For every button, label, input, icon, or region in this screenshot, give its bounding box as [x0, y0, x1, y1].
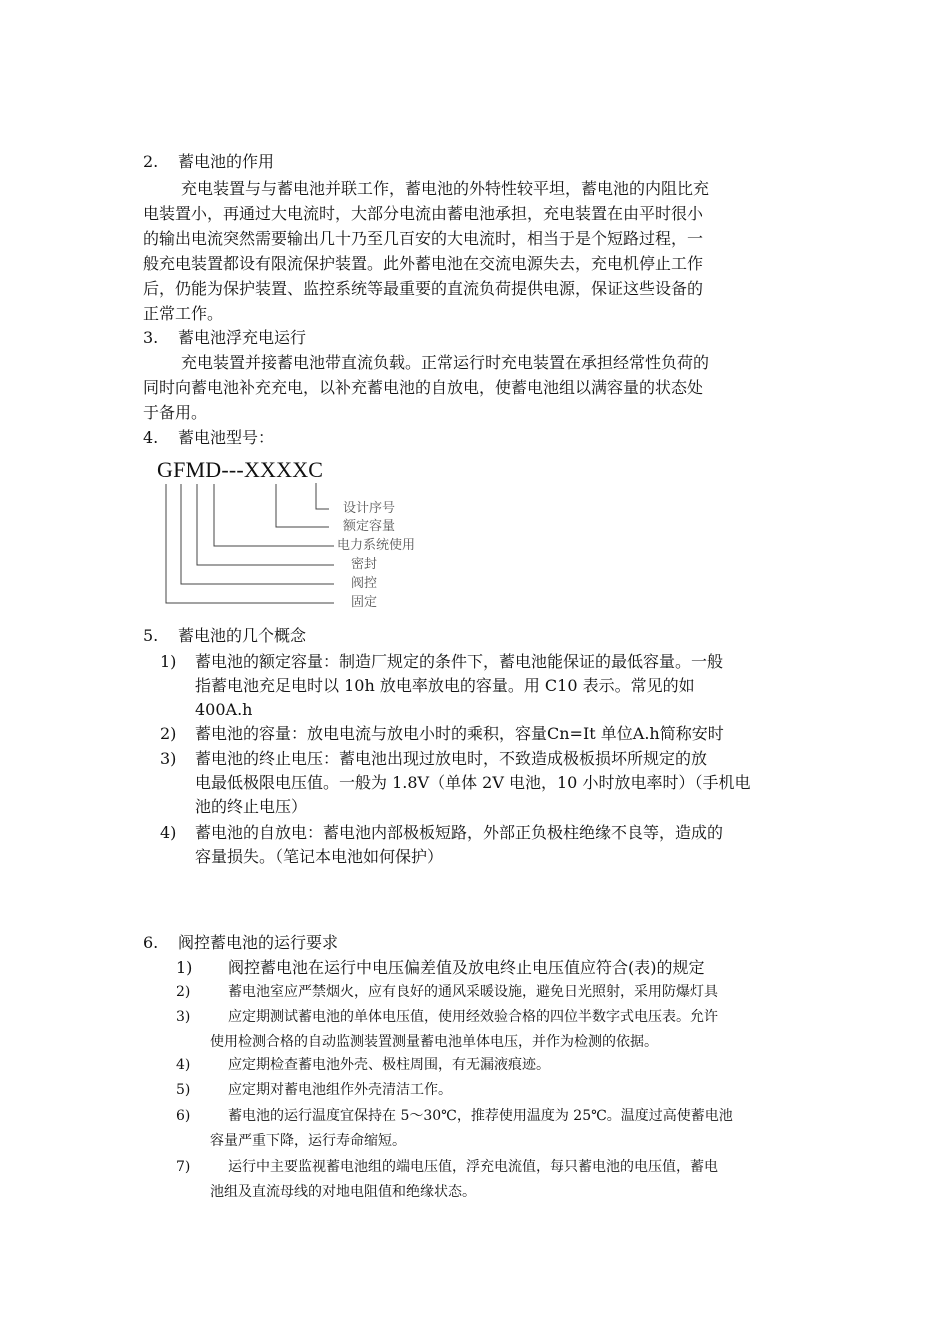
- bracket-line-valve-regulated: [181, 484, 334, 584]
- text-line: 指蓄电池充足电时以 10h 放电率放电的容量。用 C10 表示。常见的如: [195, 676, 695, 695]
- text-line: 蓄电池的终止电压：蓄电池出现过放电时，不致造成极板损坏所规定的放: [195, 749, 708, 768]
- list-number: 3): [160, 749, 177, 768]
- label-fixed: 固定: [351, 595, 378, 610]
- label-sealed: 密封: [351, 557, 378, 572]
- text-line: 容量严重下降，运行寿命缩短。: [210, 1133, 406, 1149]
- label-valve-regulated: 阀控: [351, 576, 378, 591]
- list-number: 4): [160, 823, 177, 842]
- text-line: 电装置小，再通过大电流时，大部分电流由蓄电池承担，充电装置在由平时很小: [143, 204, 704, 223]
- list-item: [176, 955, 808, 980]
- text-line: 使用检测合格的自动监测装置测量蓄电池单体电压，并作为检测的依据。: [210, 1034, 658, 1050]
- list-item: [176, 1053, 808, 1078]
- list-item: [176, 1078, 808, 1103]
- list-number: 1): [160, 652, 177, 671]
- text-line: 蓄电池的容量：放电电流与放电小时的乘积，容量Cn=It 单位A.h简称安时: [195, 724, 724, 743]
- list-item: [176, 1104, 808, 1154]
- list-item: [160, 650, 808, 722]
- list-item: [160, 747, 808, 819]
- text-line: 蓄电池的运行温度宜保持在 5～30℃，推荐使用温度为 25℃。温度过高使蓄电池: [228, 1108, 733, 1124]
- section-number: 5.: [143, 626, 159, 645]
- list-item: [176, 980, 808, 1005]
- text-line: 应定期对蓄电池组作外壳清洁工作。: [228, 1082, 452, 1098]
- section-6-heading: [143, 930, 808, 955]
- list-item: [160, 821, 808, 869]
- text-line: 充电装置与与蓄电池并联工作，蓄电池的外特性较平坦，蓄电池的内阻比充: [181, 179, 710, 198]
- section-number: 6.: [143, 933, 159, 952]
- list-number: 1): [176, 958, 193, 977]
- text-line: 后，仍能为保护装置、监控系统等最重要的直流负荷提供电源，保证这些设备的: [143, 279, 704, 298]
- bracket-line-fixed: [166, 484, 334, 603]
- section-number: 2.: [143, 152, 159, 171]
- text-line: 蓄电池的额定容量：制造厂规定的条件下，蓄电池能保证的最低容量。一般: [195, 652, 724, 671]
- text-line: 蓄电池的自放电：蓄电池内部极板短路，外部正负极柱绝缘不良等，造成的: [195, 823, 724, 842]
- text-line: 应定期检查蓄电池外壳、极柱周围，有无漏液痕迹。: [228, 1057, 550, 1073]
- list-number: 3): [176, 1009, 191, 1025]
- bracket-line-design-serial: [316, 483, 329, 509]
- text-line: 蓄电池室应严禁烟火，应有良好的通风采暖设施，避免日光照射，采用防爆灯具: [228, 984, 718, 1000]
- section-number: 4.: [143, 428, 159, 447]
- section-title: 阀控蓄电池的运行要求: [178, 933, 339, 952]
- section-5-heading: [143, 623, 808, 648]
- battery-model-code: GFMD---XXXXC: [157, 457, 324, 482]
- list-item: [160, 722, 808, 746]
- bracket-line-rated-capacity: [276, 484, 329, 527]
- label-rated-capacity: 额定容量: [343, 519, 396, 534]
- bracket-line-sealed: [197, 484, 334, 565]
- text-line: 正常工作。: [143, 304, 224, 323]
- text-line: 般充电装置都设有限流保护装置。此外蓄电池在交流电源失去，充电机停止工作: [143, 254, 704, 273]
- text-line: 400A.h: [195, 700, 253, 719]
- list-item: [176, 1005, 808, 1055]
- list-number: 5): [176, 1082, 191, 1098]
- list-number: 7): [176, 1159, 191, 1175]
- list-number: 4): [176, 1057, 191, 1073]
- text-line: 的输出电流突然需要输出几十乃至几百安的大电流时，相当于是个短路过程，一: [143, 229, 704, 248]
- list-item: [176, 1155, 808, 1205]
- section-title: 蓄电池的几个概念: [178, 626, 307, 645]
- label-design-serial: 设计序号: [343, 501, 396, 516]
- text-line: 运行中主要监视蓄电池组的端电压值，浮充电流值，每只蓄电池的电压值，蓄电: [228, 1159, 718, 1175]
- section-title: 蓄电池的作用: [178, 152, 275, 171]
- text-line: 池的终止电压）: [195, 797, 308, 816]
- text-line: 应定期测试蓄电池的单体电压值，使用经效验合格的四位半数字式电压表。允许: [228, 1009, 718, 1025]
- label-power-system-use: 电力系统使用: [337, 538, 416, 553]
- text-line: 容量损失。（笔记本电池如何保护）: [195, 847, 444, 866]
- section-title: 蓄电池浮充电运行: [178, 328, 307, 347]
- text-line: 于备用。: [143, 403, 208, 422]
- text-line: 池组及直流母线的对地电阻值和绝缘状态。: [210, 1184, 476, 1200]
- list-number: 2): [176, 984, 191, 1000]
- text-line: 阀控蓄电池在运行中电压偏差值及放电终止电压值应符合(表)的规定: [228, 958, 705, 977]
- section-number: 3.: [143, 328, 159, 347]
- text-line: 电最低极限电压值。一般为 1.8V（单体 2V 电池，10 小时放电率时）（手机电: [195, 773, 751, 792]
- list-number: 2): [160, 724, 177, 743]
- section-title: 蓄电池型号：: [178, 428, 275, 447]
- text-line: 同时向蓄电池补充充电，以补充蓄电池的自放电，使蓄电池组以满容量的状态处: [143, 378, 704, 397]
- list-number: 6): [176, 1108, 191, 1124]
- text-line: 充电装置并接蓄电池带直流负载。正常运行时充电装置在承担经常性负荷的: [181, 353, 710, 372]
